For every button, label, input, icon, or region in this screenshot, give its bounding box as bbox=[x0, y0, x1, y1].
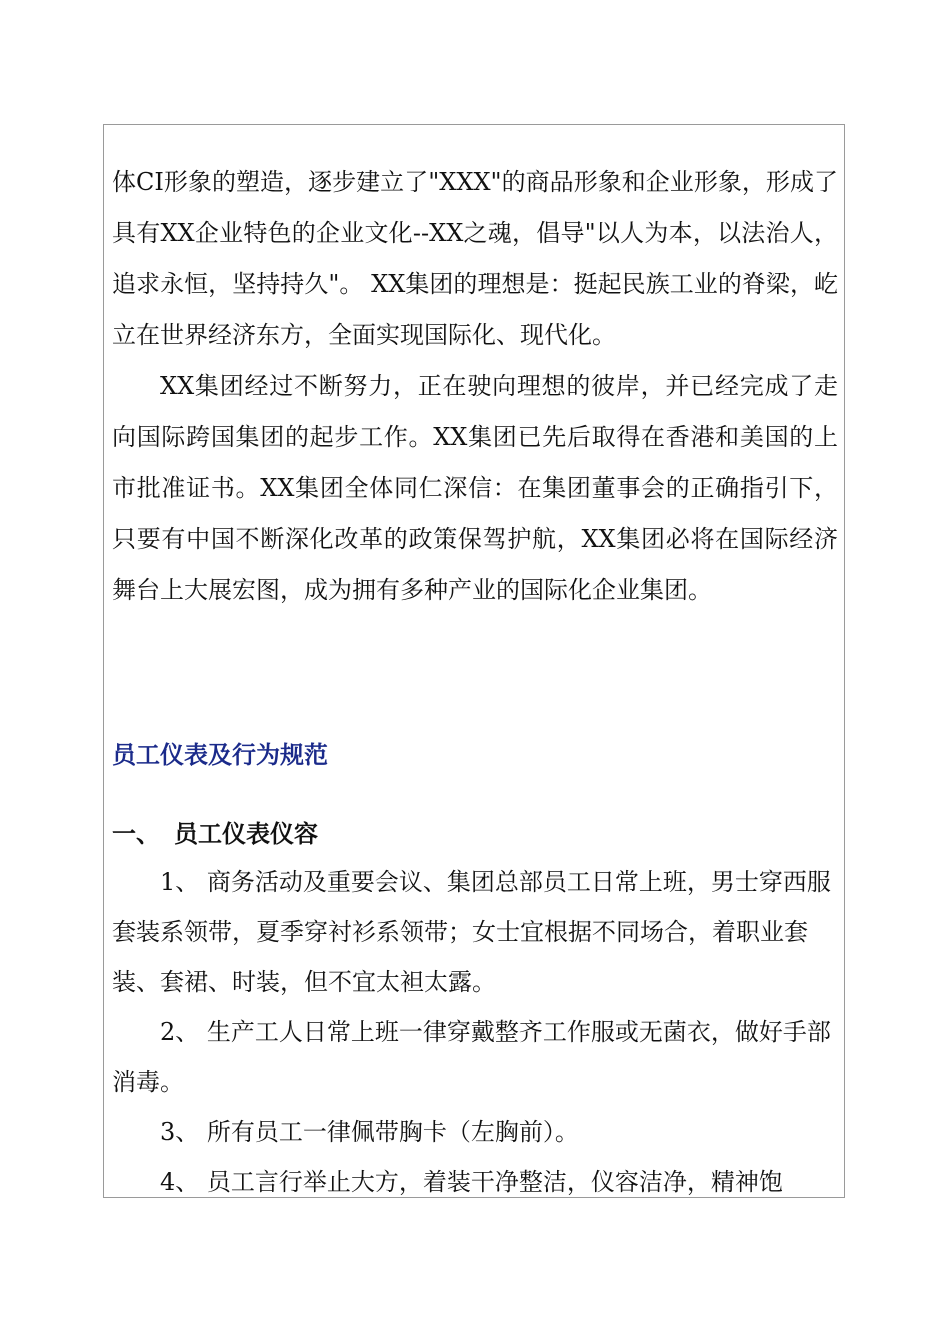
list-item: 1、 商务活动及重要会议、集团总部员工日常上班，男士穿西服套装系领带，夏季穿衬衫系领带；女士宜根据不同场合，着职业套装、套裙、时装，但不宜太袒太露。 bbox=[112, 868, 831, 996]
intro-paragraph-2: XX集团经过不断努力，正在驶向理想的彼岸，并已经完成了走向国际跨国集团的起步工作。XX集团已先后取得在香港和美国的上市批准证书。XX集团全体同仁深信：在集团董事会的正确指引下，只要有中国不断深化改革的政策保驾护航，XX集团必将在国际经济舞台上大展宏图，成为拥有多种产业的国际化企业集团。 bbox=[112, 372, 838, 604]
section-title: 员工仪表及行为规范 bbox=[112, 741, 328, 769]
list-item: 2、 生产工人日常上班一律穿戴整齐工作服或无菌衣，做好手部消毒。 bbox=[112, 1018, 831, 1096]
rule-list bbox=[112, 857, 838, 1198]
sub-heading-text: 员工仪表仪容 bbox=[174, 820, 318, 848]
intro-paragraph-1: 体CI形象的塑造，逐步建立了"XXX"的商品形象和企业形象，形成了具有XX企业特色的企业文化--XX之魂，倡导"以人为本，以法治人，追求永恒，坚持持久"。 XX集团的理想是：挺起民族工业的脊梁，屹立在世界经济东方，全面实现国际化、现代化。 bbox=[112, 168, 838, 349]
list-item: 3、 所有员工一律佩带胸卡（左胸前）。 bbox=[160, 1118, 579, 1146]
page-frame bbox=[103, 124, 845, 1198]
sub-heading-number: 一、 bbox=[112, 820, 160, 848]
intro-block bbox=[112, 157, 838, 616]
list-item: 4、 员工言行举止大方，着装干净整洁，仪容洁净，精神饱 bbox=[160, 1168, 783, 1196]
sub-heading bbox=[112, 814, 318, 849]
